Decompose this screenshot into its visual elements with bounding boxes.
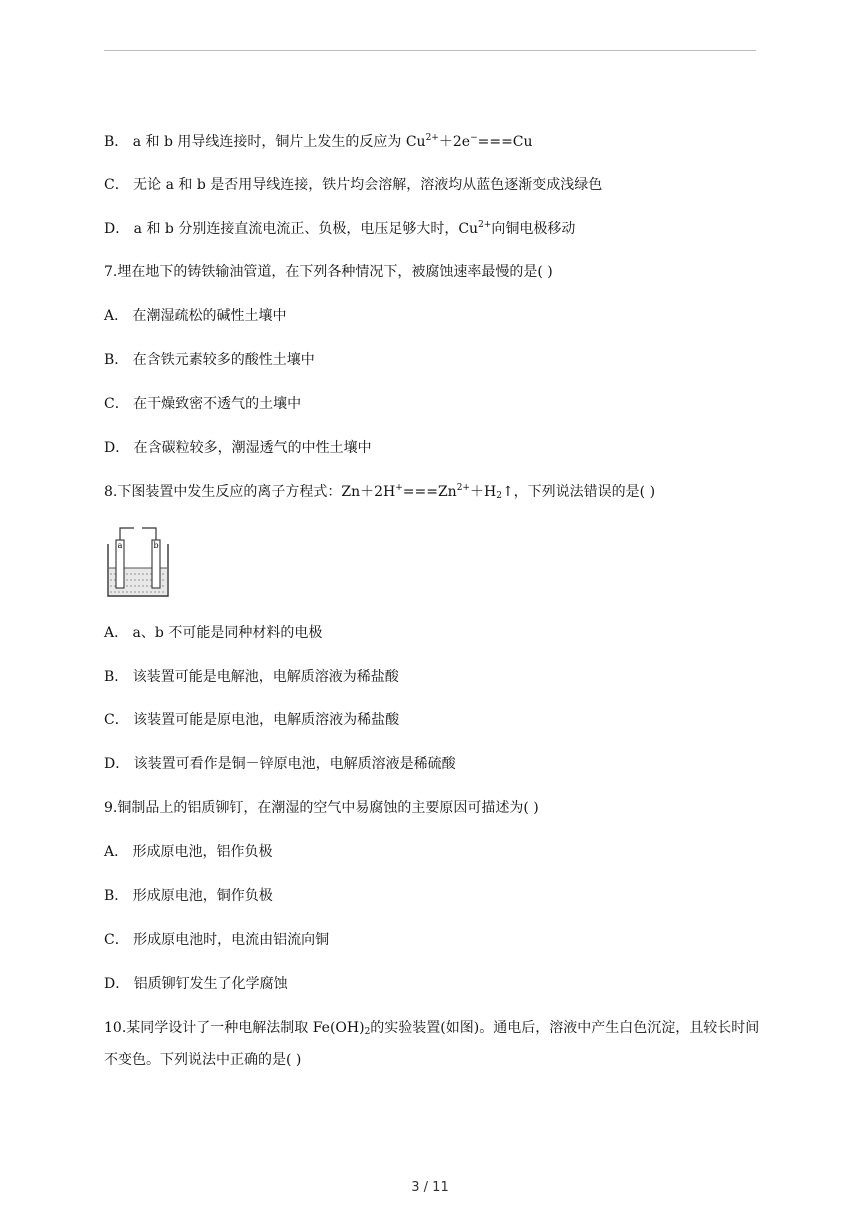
q6-option-b: B． a 和 b 用导线连接时，铜片上发生的反应为 $Cu^{2+}+2e^-===Cu$	[104, 133, 533, 150]
q8-option-a: A． a、b 不可能是同种材料的电极	[104, 625, 323, 641]
q8-option-d: D． 该装置可看作是铜－锌原电池，电解质溶液是稀硫酸	[104, 756, 456, 772]
q8-option-c: C． 该装置可能是原电池，电解质溶液为稀盐酸	[104, 712, 400, 728]
page-number: 3 / 11	[411, 1180, 449, 1195]
q8-stem: 8.下图装置中发生反应的离子方程式：$Zn+2H^+===Zn^{2+}+H_2↑$，下列说法错误的是( )	[104, 483, 656, 501]
q9-stem: 9.铜制品上的铝质铆钉，在潮湿的空气中易腐蚀的主要原因可描述为( )	[104, 800, 539, 816]
q9-option-d: D． 铝质铆钉发生了化学腐蚀	[104, 976, 288, 992]
q9-option-b: B． 形成原电池，铜作负极	[104, 888, 273, 904]
q6-option-d: D． a 和 b 分别连接直流电流正、负极，电压足够大时，$Cu^{2+}$向铜电极移动	[104, 220, 576, 237]
electrolysis-cell-figure	[104, 522, 184, 600]
q9-option-a: A． 形成原电池，铝作负极	[104, 844, 273, 860]
q7-option-c: C． 在干燥致密不透气的土壤中	[104, 396, 302, 412]
electrode-a-label: a	[117, 541, 123, 550]
q9-option-c: C． 形成原电池时，电流由铝流向铜	[104, 932, 330, 948]
q8-option-b: B． 该装置可能是电解池，电解质溶液为稀盐酸	[104, 669, 399, 685]
q6-option-c: C． 无论 a 和 b 是否用导线连接，铁片均会溶解，溶液均从蓝色逐渐变成浅绿色	[104, 177, 603, 193]
header-rule	[104, 50, 756, 51]
q7-option-b: B． 在含铁元素较多的酸性土壤中	[104, 352, 315, 368]
q7-option-d: D． 在含碳粒较多，潮湿透气的中性土壤中	[104, 440, 372, 456]
q7-option-a: A． 在潮湿疏松的碱性土壤中	[104, 308, 287, 324]
electrode-b-label: b	[153, 541, 159, 550]
q7-stem: 7.埋在地下的铸铁输油管道，在下列各种情况下，被腐蚀速率最慢的是( )	[104, 264, 553, 280]
q10-stem: 10.某同学设计了一种电解法制取 $Fe(OH)_2$的实验装置(如图)。通电后，溶液中产生白色沉淀，且较长时间不变色。下列说法中正确的是( )	[104, 1020, 760, 1068]
